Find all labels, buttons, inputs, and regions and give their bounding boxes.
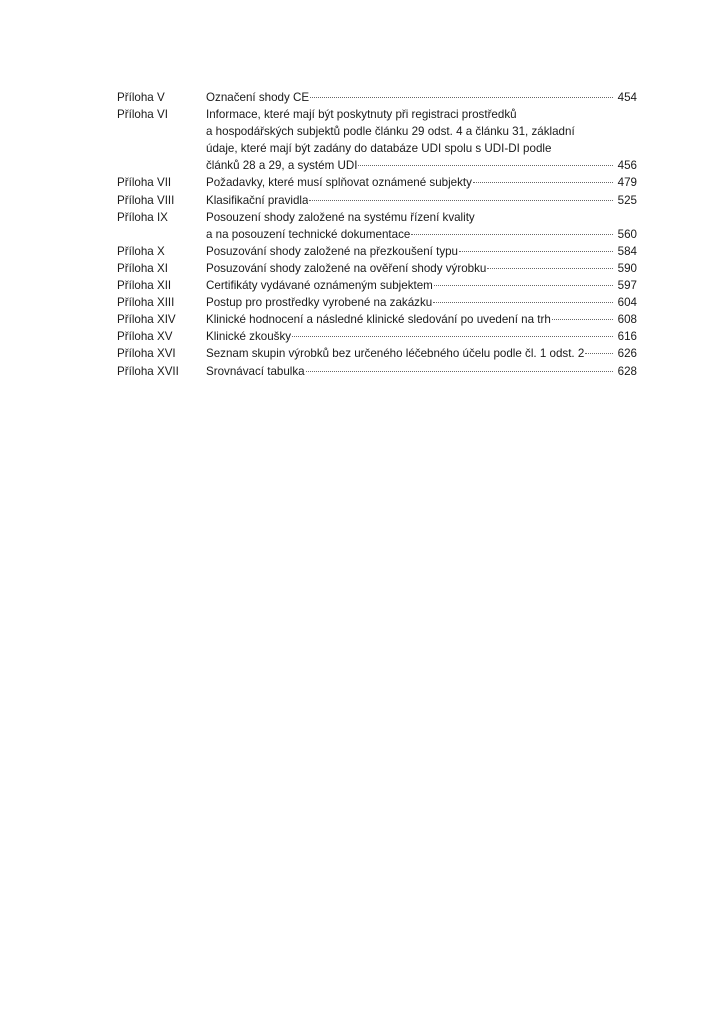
toc-entry-title-text: Posuzování shody založené na ověření shody výrobku <box>206 261 487 275</box>
toc-entry-label: Příloha IX <box>117 210 168 224</box>
toc-entry-title-text: Posouzení shody založené na systému řízení kvality <box>206 210 475 224</box>
toc-entry-page-number: 525 <box>617 193 637 207</box>
toc-entry-page-number: 479 <box>617 176 637 190</box>
toc-entry-title-line <box>206 106 637 123</box>
toc-entry <box>117 89 637 106</box>
toc-entry-page-number: 597 <box>617 279 637 293</box>
toc-entry <box>117 209 637 243</box>
toc-entry-label: Příloha V <box>117 91 165 104</box>
toc-entry-label: Příloha VII <box>117 176 172 190</box>
toc-entry-title-line <box>206 140 637 157</box>
dot-leader <box>309 199 613 201</box>
toc-entry-label: Příloha XI <box>117 261 168 275</box>
toc-entry-title-text: Požadavky, které musí splňovat oznámené subjekty <box>206 176 472 190</box>
toc-entry-title-line <box>206 345 637 362</box>
toc-entry-title-line <box>206 123 637 140</box>
toc-entry-title-text: a hospodářských subjektů podle článku 29 odst. 4 a článku 31, základní <box>206 125 575 139</box>
toc-entry <box>117 328 637 345</box>
toc-entry <box>117 294 637 311</box>
toc-entry-label: Příloha XVI <box>117 347 176 361</box>
dot-leader <box>411 233 613 235</box>
toc-entry-title-text: Postup pro prostředky vyrobené na zakázku <box>206 296 433 310</box>
toc-entry-title-text: Srovnávací tabulka <box>206 364 305 378</box>
dot-leader <box>585 352 613 354</box>
toc-entry <box>117 363 637 380</box>
toc-entry-title-text: Klinické hodnocení a následné klinické sledování po uvedení na trh <box>206 313 551 327</box>
toc-entry-page-number: 454 <box>617 91 637 104</box>
toc-entry-label: Příloha XII <box>117 279 172 293</box>
dot-leader <box>306 370 613 372</box>
toc-entry-title <box>206 311 637 328</box>
toc-entry-page-number: 604 <box>617 296 637 310</box>
toc-entry-title-line <box>206 243 637 260</box>
toc-entry-title-line <box>206 277 637 294</box>
toc-entry-label: Příloha XIV <box>117 313 176 327</box>
dot-leader <box>310 96 613 98</box>
toc-entry-title <box>206 294 637 311</box>
toc-entry-title-line <box>206 311 637 328</box>
toc-entry <box>117 106 637 174</box>
dot-leader <box>292 335 613 337</box>
toc-entry <box>117 174 637 191</box>
toc-entry-title-text: Seznam skupin výrobků bez určeného léčebného účelu podle čl. 1 odst. 2 <box>206 347 585 361</box>
toc-entry-page-number: 456 <box>617 159 637 173</box>
toc-entry-title <box>206 363 637 380</box>
toc-entry-title-text: a na posouzení technické dokumentace <box>206 227 411 241</box>
dot-leader <box>433 301 613 303</box>
toc-entry-title <box>206 260 637 277</box>
toc-entry-title <box>206 174 637 191</box>
toc-entry-page-number: 560 <box>617 227 637 241</box>
toc-entry-label: Příloha VIII <box>117 193 175 207</box>
toc-entry-title <box>206 243 637 260</box>
toc-entry-title-text: Certifikáty vydávané oznámeným subjektem <box>206 279 433 293</box>
dot-leader <box>434 284 613 286</box>
toc-entry-title <box>206 277 637 294</box>
toc-entry-label: Příloha VI <box>117 108 168 122</box>
toc-entry-title-text: článků 28 a 29, a systém UDI <box>206 159 358 173</box>
toc-entry-label: Příloha XVII <box>117 364 179 378</box>
toc-entry-title-line <box>206 328 637 345</box>
toc-entry-title <box>206 106 637 174</box>
toc-entry-title-line <box>206 89 637 106</box>
toc-entry <box>117 277 637 294</box>
toc-entry-title-line <box>206 226 637 243</box>
table-of-contents <box>117 89 637 380</box>
toc-entry-title-line <box>206 192 637 209</box>
toc-entry-title-text: Posuzování shody založené na přezkoušení typu <box>206 244 459 258</box>
toc-entry-title-line <box>206 363 637 380</box>
toc-entry-label: Příloha XV <box>117 330 173 344</box>
toc-entry-title <box>206 345 637 362</box>
toc-entry-title-text: údaje, které mají být zadány do databáze UDI spolu s UDI-DI podle <box>206 142 552 156</box>
toc-entry <box>117 192 637 209</box>
dot-leader <box>358 164 613 166</box>
toc-entry-page-number: 590 <box>617 261 637 275</box>
dot-leader <box>473 181 613 183</box>
toc-entry-title-line <box>206 157 637 174</box>
toc-entry <box>117 345 637 362</box>
toc-entry-title <box>206 89 637 106</box>
toc-entry-page-number: 628 <box>617 364 637 378</box>
toc-entry <box>117 260 637 277</box>
dot-leader <box>552 318 613 320</box>
toc-entry-page-number: 616 <box>617 330 637 344</box>
toc-entry-title-line <box>206 209 637 226</box>
toc-entry-title-line <box>206 260 637 277</box>
toc-entry <box>117 311 637 328</box>
toc-entry-page-number: 608 <box>617 313 637 327</box>
toc-entry-title-line <box>206 294 637 311</box>
toc-entry-page-number: 626 <box>617 347 637 361</box>
toc-entry-label: Příloha XIII <box>117 296 175 310</box>
toc-entry-title-line <box>206 174 637 191</box>
toc-entry-title <box>206 328 637 345</box>
toc-entry-title-text: Informace, které mají být poskytnuty při registraci prostředků <box>206 108 517 122</box>
toc-entry-title-text: Označení shody CE <box>206 91 310 104</box>
toc-entry-title-text: Klinické zkoušky <box>206 330 292 344</box>
toc-entry-title <box>206 209 637 243</box>
toc-entry-page-number: 584 <box>617 244 637 258</box>
dot-leader <box>487 267 613 269</box>
dot-leader <box>459 250 613 252</box>
toc-entry-title <box>206 192 637 209</box>
toc-entry-title-text: Klasifikační pravidla <box>206 193 309 207</box>
toc-entry-label: Příloha X <box>117 244 165 258</box>
toc-entry <box>117 243 637 260</box>
